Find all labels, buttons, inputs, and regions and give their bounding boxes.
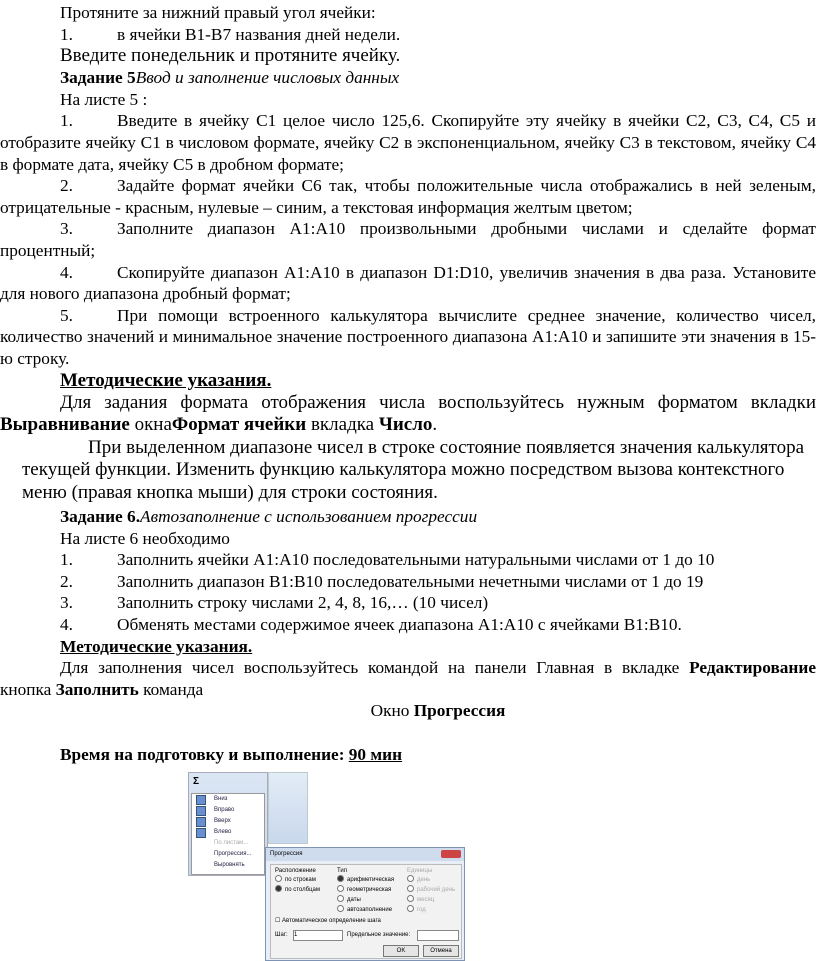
- fill-menu-list: [191, 793, 265, 875]
- radio[interactable]: даты: [337, 895, 394, 905]
- t: Окно: [370, 701, 414, 721]
- radio: день: [407, 875, 455, 885]
- dialog-body: [270, 864, 462, 959]
- b: Число: [378, 413, 433, 435]
- b: Заполнить: [55, 679, 139, 699]
- radio: месяц: [407, 895, 455, 905]
- label: Расположение: [275, 867, 316, 874]
- text: [0, 700, 816, 722]
- label: Вверх: [214, 817, 231, 824]
- label: Тип: [337, 867, 348, 874]
- b: Прогрессия: [413, 701, 506, 721]
- num: 1.: [60, 24, 73, 44]
- text: Задайте формат ячейки С6 так, чтобы положительные числа отображались в ней зеленым, отрицательные - красным, нулевые – синим, а текстовая информация желтым цветом;: [0, 176, 816, 217]
- label: Предельное значение:: [347, 931, 411, 938]
- num: 4.: [60, 262, 73, 282]
- num: 1.: [60, 550, 73, 570]
- list-item: [0, 24, 816, 46]
- radio[interactable]: по строкам: [275, 875, 320, 885]
- label: Выровнять: [214, 861, 245, 868]
- num: 3.: [60, 219, 73, 239]
- text: [0, 392, 816, 436]
- sigma-icon: Σ: [193, 775, 200, 787]
- text: Введите понедельник и протяните ячейку.: [60, 45, 401, 67]
- italic: Автозаполнение с использованием прогрессии: [140, 507, 478, 526]
- progression-dialog: [265, 847, 465, 961]
- t: вкладка: [306, 413, 379, 435]
- time-value: 90 мин: [348, 744, 403, 764]
- bold: Задание 6.: [60, 507, 141, 526]
- cancel-button[interactable]: Отмена: [423, 945, 459, 957]
- label: Автоматическое определение шага: [282, 917, 381, 924]
- methodical-heading: [0, 370, 816, 392]
- step-input[interactable]: 1: [293, 930, 343, 941]
- task-5-heading: [0, 67, 816, 89]
- text: На листе 6 необходимо: [60, 528, 230, 548]
- list-item: [0, 218, 816, 261]
- limit-input[interactable]: [417, 930, 459, 941]
- menu-item[interactable]: [192, 860, 264, 871]
- menu-item: [192, 838, 264, 849]
- arrow-icon: [196, 828, 206, 838]
- fill-menu: [188, 772, 268, 876]
- text: Протяните за нижний правый угол ячейки:: [60, 3, 376, 22]
- screenshot-figure: [188, 772, 468, 960]
- bold-underlined: Методические указания.: [60, 369, 272, 391]
- num: 5.: [60, 305, 73, 325]
- num: 1.: [60, 111, 73, 131]
- label: По листам...: [214, 839, 249, 846]
- label: Шаг:: [275, 931, 288, 938]
- text: в ячейки В1-В7 названия дней недели.: [117, 24, 401, 44]
- arrow-icon: [196, 806, 206, 816]
- t: команда: [138, 679, 204, 699]
- ribbon-fragment: [268, 772, 308, 844]
- label: Вниз: [214, 795, 228, 802]
- b: Формат ячейки: [171, 413, 307, 435]
- text: Введите в ячейку С1 целое число 125,6. Скопируйте эту ячейку в ячейки С2, С3, С4, С5 и отобразите ячейку С1 в числовом формате, ячейку С2 в экспоненциальном, ячейку С3 в текстовом, ячейку С4 в формате дата, ячейку С5 в дробном формате;: [0, 111, 816, 174]
- radio[interactable]: по столбцам: [275, 885, 320, 895]
- radio[interactable]: геометрическая: [337, 885, 394, 895]
- text: Обменять местами содержимое ячеек диапазона А1:А10 с ячейками В1:В10.: [117, 614, 682, 634]
- list-item: [0, 571, 816, 593]
- t: окна: [129, 413, 172, 435]
- num: 2.: [60, 571, 73, 591]
- text: Заполнить диапазон В1:В10 последовательными нечетными числами от 1 до 19: [117, 571, 704, 591]
- ok-button[interactable]: OK: [383, 945, 419, 957]
- list-item: [0, 305, 816, 370]
- b: Выравнивание: [0, 413, 130, 435]
- text: Заполнить ячейки А1:А10 последовательными натуральными числами от 1 до 10: [117, 550, 715, 570]
- num: 4.: [60, 614, 73, 634]
- menu-item[interactable]: [192, 827, 264, 838]
- radio: год: [407, 905, 455, 915]
- list-item: [0, 614, 816, 636]
- dialog-title: Прогрессия: [266, 848, 464, 861]
- menu-item[interactable]: [192, 805, 264, 816]
- text: На листе 5 :: [60, 89, 148, 109]
- menu-item[interactable]: [192, 849, 264, 860]
- menu-item[interactable]: [192, 816, 264, 827]
- t: кнопка: [0, 679, 56, 699]
- label: Влево: [214, 828, 232, 835]
- methodical-heading: [0, 636, 816, 658]
- radio: рабочий день: [407, 885, 455, 895]
- task-6-heading: [0, 506, 816, 528]
- close-icon[interactable]: [441, 850, 461, 858]
- num: 2.: [60, 176, 73, 196]
- text: Заполните диапазон А1:А10 произвольными дробными числами и сделайте формат процентный;: [0, 219, 816, 260]
- list-item: [0, 110, 816, 175]
- label: Вправо: [214, 806, 235, 813]
- t: .: [432, 413, 438, 435]
- text: Скопируйте диапазон А1:А10 в диапазон D1:D10, увеличив значения в два раза. Установите для нового диапазона дробный формат;: [0, 262, 816, 304]
- text: [0, 657, 816, 700]
- label: Прогрессия...: [214, 850, 252, 857]
- list-item: [0, 175, 816, 218]
- radio[interactable]: автозаполнение: [337, 905, 394, 915]
- text: При выделенном диапазоне чисел в строке состояние появляется значения калькулятора текущей функции. Изменить функцию калькулятора можно посредством вызова контекстного меню (правая кнопка мыши) для строки состояния.: [22, 436, 805, 503]
- t: Для заполнения чисел воспользуйтесь командой на панели Главная в вкладке: [60, 658, 690, 678]
- time-line: [0, 744, 816, 766]
- t: Для задания формата отображения числа воспользуйтесь нужным форматом вкладки: [60, 391, 816, 413]
- b: Редактирование: [689, 658, 816, 678]
- bold-underlined: Методические указания.: [60, 636, 253, 656]
- menu-item[interactable]: [192, 794, 264, 805]
- list-item: [0, 592, 816, 614]
- b: Время на подготовку и выполнение:: [60, 744, 349, 764]
- text: Заполнить строку числами 2, 4, 8, 16,… (10 чисел): [117, 593, 489, 613]
- auto-step-checkbox[interactable]: ☐ Автоматическое определение шага: [275, 917, 381, 924]
- text: При помощи встроенного калькулятора вычислите среднее значение, количество чисел, количество значений и минимальное значение построенного диапазона А1:А10 и запишите эти значения в 15-ю строку.: [0, 305, 816, 368]
- list-item: [0, 549, 816, 571]
- bold: Задание 5: [60, 68, 136, 88]
- list-item: [0, 262, 816, 305]
- radio[interactable]: арифметическая: [337, 875, 394, 885]
- num: 3.: [60, 593, 73, 613]
- arrow-icon: [196, 817, 206, 827]
- italic: Ввод и заполнение числовых данных: [135, 68, 400, 88]
- label: Единицы: [407, 867, 433, 874]
- arrow-icon: [196, 795, 206, 805]
